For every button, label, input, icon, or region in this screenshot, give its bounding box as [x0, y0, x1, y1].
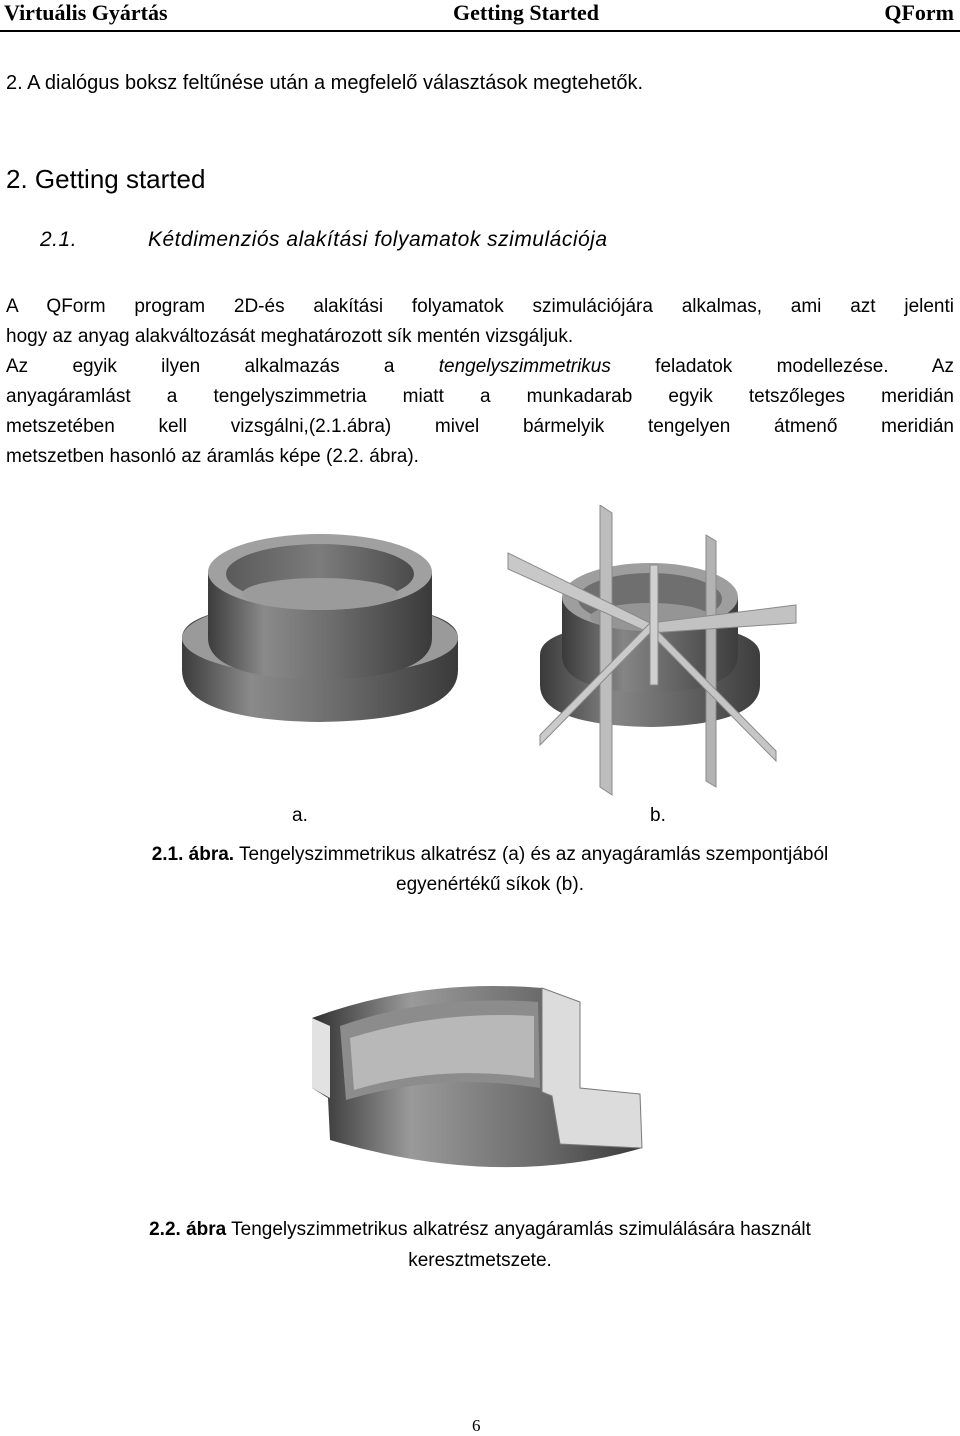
cross-section-image	[290, 968, 690, 1188]
header-right: QForm	[884, 0, 954, 25]
figure-2-2-caption	[40, 1214, 920, 1276]
caption-text: Tengelyszimmetrikus alkatrész (a) és az anyagáramlás szempontjából	[234, 844, 829, 865]
figure-label-b: b.	[650, 805, 666, 826]
paragraph-line: metszetben hasonló az áramlás képe (2.2. ábra).	[6, 446, 419, 467]
figure-label-a: a.	[292, 805, 308, 826]
body-paragraph	[6, 292, 954, 472]
page-number: 6	[472, 1416, 481, 1435]
intro-line: 2. A dialógus boksz feltűnése után a megfelelő választások megtehetők.	[6, 72, 644, 94]
caption-text: Tengelyszimmetrikus alkatrész anyagáramlás szimulálására használt	[226, 1219, 811, 1240]
section-heading: 2. Getting started	[6, 164, 206, 194]
caption-text: keresztmetszete.	[408, 1250, 552, 1271]
page-header	[0, 0, 960, 30]
header-rule	[0, 30, 960, 32]
subsection-heading	[40, 228, 608, 252]
paragraph-line: anyagáramlást a tengelyszimmetria miatt a munkadarab egyik tetszőleges meridián	[6, 386, 954, 407]
header-center: Getting Started	[453, 0, 600, 25]
subsection-title: Kétdimenziós alakítási folyamatok szimulációja	[148, 228, 608, 251]
paragraph-text: feladatok modellezése. Az	[610, 356, 954, 377]
caption-text: egyenértékű síkok (b).	[396, 874, 584, 895]
paragraph-text: Az egyik ilyen alkalmazás a	[6, 356, 439, 377]
caption-label: 2.1. ábra.	[151, 844, 235, 865]
part-3d-image-a	[170, 510, 470, 790]
paragraph-line: hogy az anyag alakváltozását meghatározott sík mentén vizsgáljuk.	[6, 326, 574, 347]
paragraph-italic-term: tengelyszimmetrikus	[438, 356, 611, 377]
paragraph-line: metszetében kell vizsgálni,(2.1.ábra) mivel bármelyik tengelyen átmenő meridián	[6, 416, 954, 437]
figure-2-1-caption	[70, 840, 910, 900]
caption-label: 2.2. ábra	[149, 1219, 227, 1240]
paragraph-line	[6, 352, 954, 382]
subsection-number: 2.1.	[40, 228, 78, 251]
header-left: Virtuális Gyártás	[4, 0, 168, 25]
paragraph-line: A QForm program 2D-és alakítási folyamatok szimulációjára alkalmas, ami azt jelenti	[6, 296, 954, 317]
meridian-planes-image-b	[500, 505, 800, 805]
